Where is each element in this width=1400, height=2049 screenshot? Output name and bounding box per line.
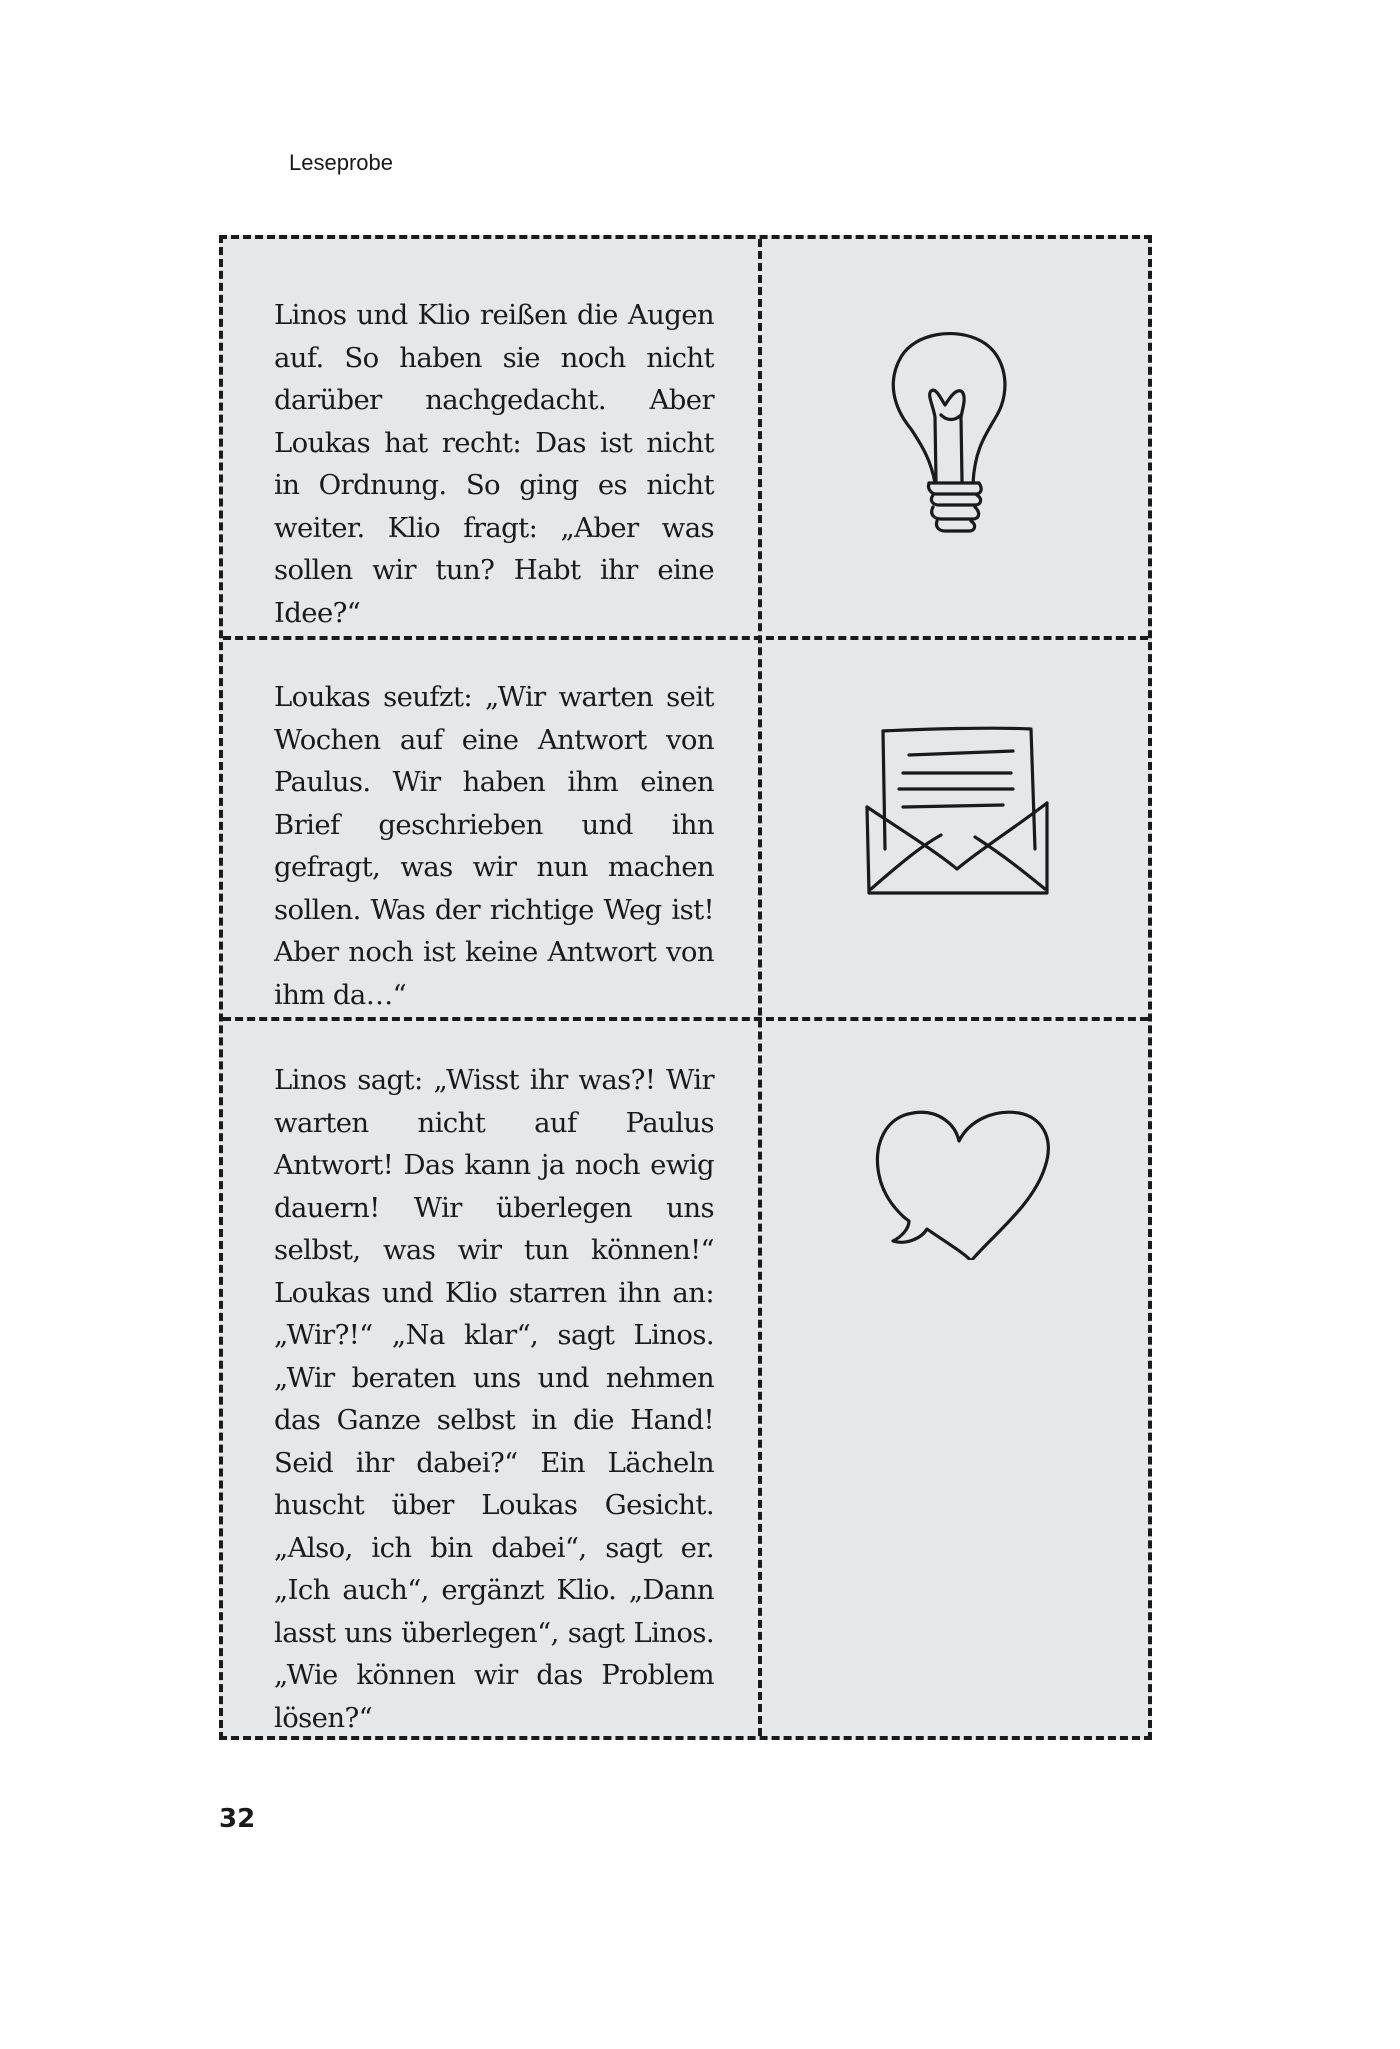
row-divider [223,1017,1148,1021]
card-text-2: Loukas seufzt: „Wir warten seit Wochen auf eine Antwort von Paulus. Wir haben ihm einen Brief geschrieben und ihn gefragt, was wir nun machen sollen. Was der richtige Weg ist! Aber noch ist keine Antwort von ihm da…“ [274,681,714,1011]
card-text-3: Linos sagt: „Wisst ihr was?! Wir warten nicht auf Paulus Antwort! Das kann ja noch ewig dauern! Wir überlegen uns selbst, was wir tun können!“ Loukas und Klio starren ihn an: „Wir?!“ „Na klar“, sagt Linos. „Wir beraten uns und nehmen das Ganze selbst in die Hand! Seid ihr dabei?“ Ein Lächeln huscht über Loukas Gesicht. „Also, ich bin dabei“, sagt er. „Ich auch“, ergänzt Klio. „Dann lasst uns überlegen“, sagt Linos. „Wie können wir das Problem lösen?“ [274,1064,714,1734]
column-divider [758,239,762,1736]
page-number: 32 [219,1804,256,1834]
card-grid [219,235,1152,1740]
heart-speech-bubble-icon [863,1105,1053,1260]
card-text-1: Linos und Klio reißen die Augen auf. So haben sie noch nicht darüber nachgedacht. Aber Loukas hat recht: Das ist nicht in Ordnung. So ging es nicht weiter. Klio fragt: „Aber was sollen wir tun? Habt ihr eine Idee?“ [274,299,714,629]
envelope-letter-icon [863,721,1053,901]
running-header: Leseprobe [289,150,393,175]
lightbulb-icon [883,329,1013,544]
row-divider [223,636,1148,640]
